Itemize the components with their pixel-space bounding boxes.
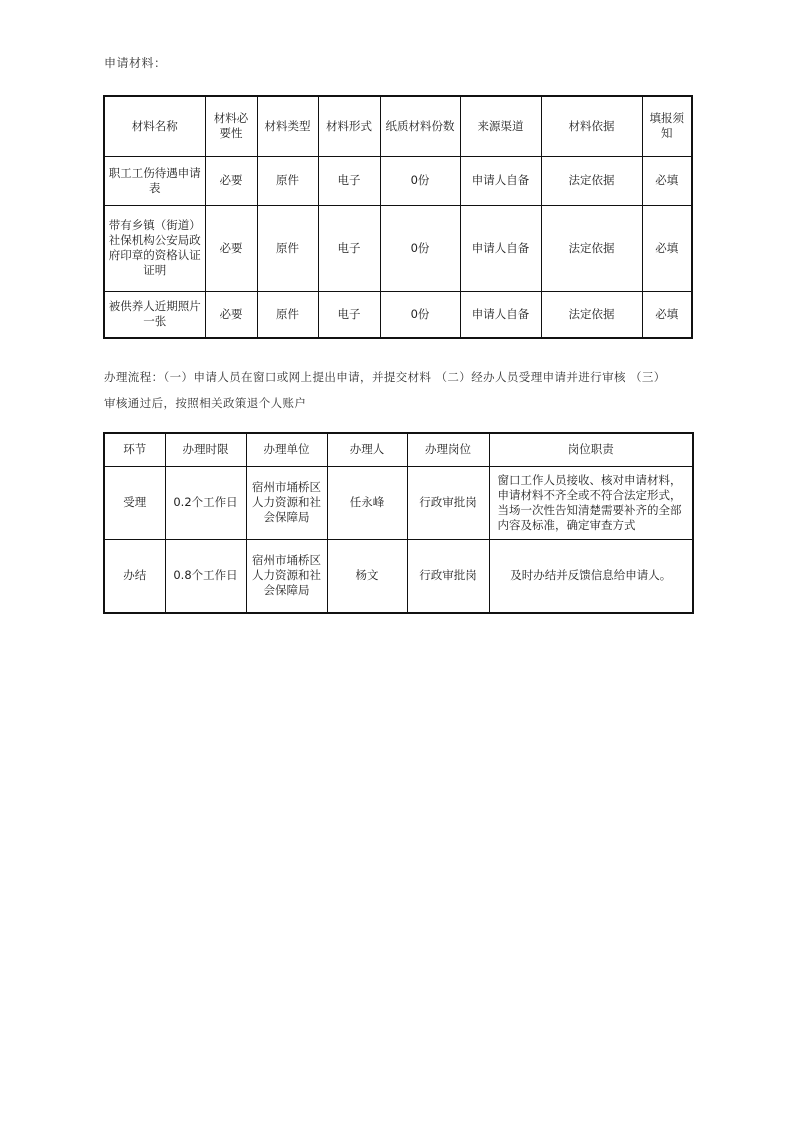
table-row [104, 466, 693, 539]
header-cell: 材料依据 [541, 96, 642, 156]
table-cell: 电子 [318, 291, 380, 338]
table-cell: 原件 [257, 291, 318, 338]
table-cell: 被供养人近期照片一张 [104, 291, 205, 338]
materials-table [103, 95, 693, 339]
table-row [104, 205, 692, 291]
table-cell: 必填 [642, 205, 692, 291]
header-cell: 办理岗位 [407, 433, 489, 466]
table-cell: 电子 [318, 205, 380, 291]
process-table [103, 432, 694, 614]
table-cell: 法定依据 [541, 291, 642, 338]
table-cell: 办结 [104, 539, 165, 613]
table-cell: 法定依据 [541, 205, 642, 291]
process-header-row [104, 433, 693, 466]
table-cell: 申请人自备 [460, 205, 541, 291]
table-cell: 原件 [257, 205, 318, 291]
table-row [104, 539, 693, 613]
table-cell: 宿州市埇桥区人力资源和社会保障局 [246, 539, 327, 613]
table-cell: 申请人自备 [460, 291, 541, 338]
table-row [104, 291, 692, 338]
table-cell: 0份 [380, 205, 460, 291]
header-cell: 办理时限 [165, 433, 246, 466]
table-cell: 0份 [380, 156, 460, 205]
header-cell: 环节 [104, 433, 165, 466]
header-cell: 填报须知 [642, 96, 692, 156]
table-row [104, 156, 692, 205]
table-cell: 必要 [205, 205, 257, 291]
table-cell: 必填 [642, 291, 692, 338]
table-cell: 必要 [205, 156, 257, 205]
table-cell: 必要 [205, 291, 257, 338]
header-cell: 来源渠道 [460, 96, 541, 156]
table-cell: 电子 [318, 156, 380, 205]
table-cell: 0份 [380, 291, 460, 338]
table-cell: 受理 [104, 466, 165, 539]
table-cell: 行政审批岗 [407, 466, 489, 539]
table-cell: 申请人自备 [460, 156, 541, 205]
table-cell: 杨文 [327, 539, 407, 613]
header-cell: 岗位职责 [489, 433, 693, 466]
table-cell: 窗口工作人员接收、核对申请材料，申请材料不齐全或不符合法定形式，当场一次性告知清楚需要补齐的全部内容及标准，确定审查方式 [489, 466, 693, 539]
header-cell: 纸质材料份数 [380, 96, 460, 156]
header-cell: 办理单位 [246, 433, 327, 466]
table-cell: 0.2个工作日 [165, 466, 246, 539]
header-cell: 材料类型 [257, 96, 318, 156]
header-cell: 材料必要性 [205, 96, 257, 156]
table-cell: 宿州市埇桥区人力资源和社会保障局 [246, 466, 327, 539]
table-cell: 行政审批岗 [407, 539, 489, 613]
table-cell: 法定依据 [541, 156, 642, 205]
table-cell: 职工工伤待遇申请表 [104, 156, 205, 205]
process-flow-text: 办理流程：（一）申请人员在窗口或网上提出申请，并提交材料 （二）经办人员受理申请并进行审核 （三）审核通过后，按照相关政策退个人账户 [104, 370, 666, 410]
table-cell: 任永峰 [327, 466, 407, 539]
header-cell: 材料名称 [104, 96, 205, 156]
header-cell: 材料形式 [318, 96, 380, 156]
table-cell: 必填 [642, 156, 692, 205]
table-cell: 及时办结并反馈信息给申请人。 [489, 539, 693, 613]
header-cell: 办理人 [327, 433, 407, 466]
table-cell: 原件 [257, 156, 318, 205]
materials-header-row [104, 96, 692, 156]
materials-heading: 申请材料： [104, 56, 167, 70]
table-cell: 带有乡镇（街道）社保机构公安局政府印章的资格认证证明 [104, 205, 205, 291]
table-cell: 0.8个工作日 [165, 539, 246, 613]
